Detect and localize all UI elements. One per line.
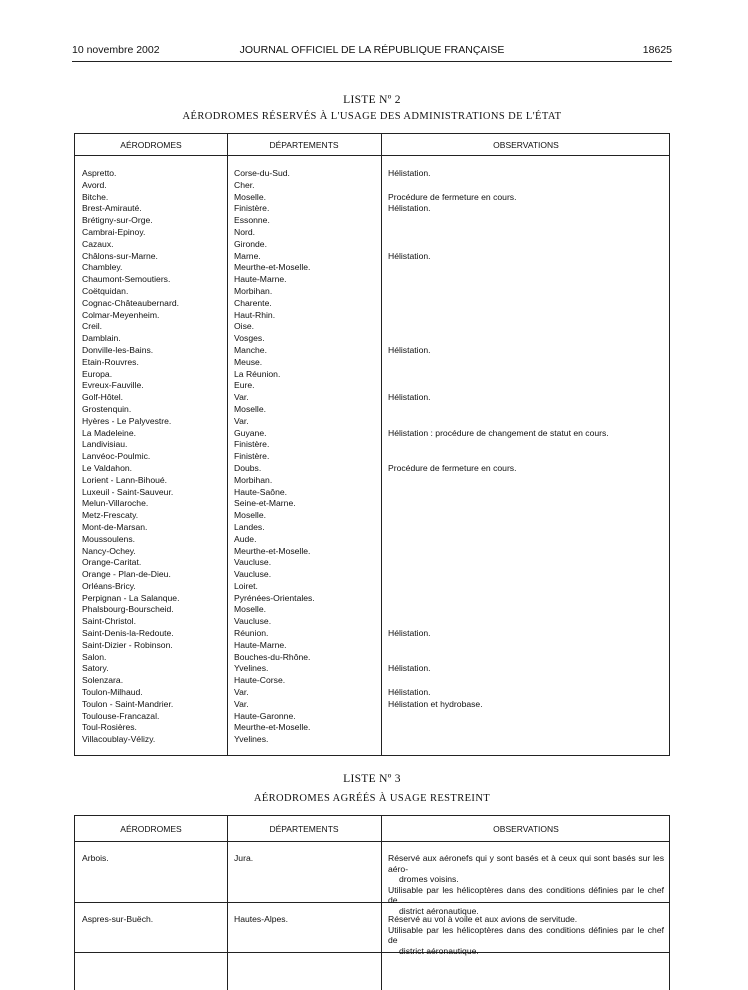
cell-aerodrome: Lorient - Lann-Bihoué. bbox=[82, 474, 168, 485]
table-row bbox=[75, 487, 669, 499]
cell-aerodrome: Toulon - Saint-Mandrier. bbox=[82, 698, 174, 709]
journal-title: JOURNAL OFFICIEL DE LA RÉPUBLIQUE FRANÇAISE bbox=[239, 44, 505, 56]
cell-aerodrome: Arbois. bbox=[82, 853, 109, 863]
column-divider bbox=[381, 816, 382, 990]
cell-aerodrome: Le Valdahon. bbox=[82, 462, 133, 473]
cell-observation: Hélistation. bbox=[388, 392, 431, 403]
table-row bbox=[75, 416, 669, 428]
cell-aerodrome: Golf-Hôtel. bbox=[82, 392, 124, 403]
observation-line: Utilisable par les hélicoptères dans des conditions définies par le chef de bbox=[388, 924, 664, 945]
cell-aerodrome: Bitche. bbox=[82, 191, 109, 202]
cell-aerodrome: Orléans-Bricy. bbox=[82, 580, 136, 591]
table-row bbox=[75, 534, 669, 546]
observation-line: Utilisable par les hélicoptères dans des conditions définies par le chef de bbox=[388, 884, 664, 905]
cell-departement: Moselle. bbox=[234, 403, 266, 414]
table-row bbox=[75, 687, 669, 699]
cell-aerodrome: Metz-Frescaty. bbox=[82, 510, 139, 521]
cell-departement: Haute-Marne. bbox=[234, 639, 287, 650]
table-row bbox=[75, 569, 669, 581]
table-row bbox=[75, 392, 669, 404]
cell-departement: Haute-Corse. bbox=[234, 675, 286, 686]
cell-aerodrome: Orange - Plan-de-Dieu. bbox=[82, 569, 171, 580]
col-header-observations: OBSERVATIONS bbox=[493, 140, 559, 150]
cell-departement: Var. bbox=[234, 698, 249, 709]
cell-departement: Landes. bbox=[234, 521, 265, 532]
cell-aerodrome: Luxeuil - Saint-Sauveur. bbox=[82, 486, 174, 497]
table-row bbox=[75, 510, 669, 522]
cell-aerodrome: Aspres-sur-Buëch. bbox=[82, 914, 154, 924]
liste-3-table bbox=[74, 815, 670, 990]
cell-observation: Hélistation. bbox=[388, 344, 431, 355]
table-row bbox=[75, 310, 669, 322]
cell-departement: Bouches-du-Rhône. bbox=[234, 651, 311, 662]
table-row bbox=[75, 616, 669, 628]
cell-aerodrome: Chambley. bbox=[82, 262, 123, 273]
cell-departement: Haut-Rhin. bbox=[234, 309, 276, 320]
cell-observation: Hélistation : procédure de changement de statut en cours. bbox=[388, 427, 609, 438]
cell-departement: Hautes-Alpes. bbox=[234, 914, 288, 924]
cell-aerodrome: Hyères - Le Palyvestre. bbox=[82, 415, 172, 426]
cell-aerodrome: Satory. bbox=[82, 663, 109, 674]
table-row bbox=[75, 451, 669, 463]
cell-departement: Vaucluse. bbox=[234, 557, 272, 568]
cell-departement: Loiret. bbox=[234, 580, 258, 591]
cell-aerodrome: Landivisiau. bbox=[82, 439, 128, 450]
table-row bbox=[75, 215, 669, 227]
cell-departement: Moselle. bbox=[234, 510, 266, 521]
cell-aerodrome: Solenzara. bbox=[82, 675, 124, 686]
cell-departement: Finistère. bbox=[234, 203, 270, 214]
table-row bbox=[75, 675, 669, 687]
cell-departement: Marne. bbox=[234, 250, 261, 261]
cell-departement: Var. bbox=[234, 392, 249, 403]
cell-departement: Vaucluse. bbox=[234, 569, 272, 580]
cell-aerodrome: Mont-de-Marsan. bbox=[82, 521, 148, 532]
cell-aerodrome: Cognac-Châteaubernard. bbox=[82, 297, 179, 308]
cell-aerodrome: Brétigny-sur-Orge. bbox=[82, 215, 153, 226]
table-row bbox=[75, 345, 669, 357]
table-row bbox=[75, 180, 669, 192]
cell-observation bbox=[388, 914, 664, 956]
cell-departement: Yvelines. bbox=[234, 734, 269, 745]
observation-line: district aéronautique. bbox=[399, 945, 479, 956]
cell-aerodrome: Saint-Dizier - Robinson. bbox=[82, 639, 173, 650]
cell-aerodrome: Saint-Denis-la-Redoute. bbox=[82, 628, 174, 639]
table-row bbox=[75, 652, 669, 664]
cell-aerodrome: Avord. bbox=[82, 179, 107, 190]
cell-aerodrome: Melun-Villaroche. bbox=[82, 498, 149, 509]
cell-aerodrome: Europa. bbox=[82, 368, 113, 379]
table-body bbox=[75, 168, 669, 746]
cell-departement: Morbihan. bbox=[234, 285, 273, 296]
cell-departement: Meurthe-et-Moselle. bbox=[234, 722, 311, 733]
cell-departement: Meurthe-et-Moselle. bbox=[234, 545, 311, 556]
cell-departement: Var. bbox=[234, 415, 249, 426]
cell-departement: Vosges. bbox=[234, 333, 265, 344]
cell-departement: Var. bbox=[234, 687, 249, 698]
cell-departement: Doubs. bbox=[234, 462, 262, 473]
cell-aerodrome: Saint-Christol. bbox=[82, 616, 136, 627]
cell-aerodrome: La Madeleine. bbox=[82, 427, 136, 438]
cell-departement: Corse-du-Sud. bbox=[234, 168, 290, 178]
header-rule bbox=[72, 61, 672, 62]
cell-aerodrome: Creil. bbox=[82, 321, 103, 332]
table-row bbox=[75, 227, 669, 239]
table-row bbox=[75, 239, 669, 251]
table-row bbox=[75, 192, 669, 204]
cell-departement: Meurthe-et-Moselle. bbox=[234, 262, 311, 273]
table-row bbox=[75, 463, 669, 475]
table-row bbox=[75, 428, 669, 440]
cell-aerodrome: Evreux-Fauville. bbox=[82, 380, 144, 391]
cell-observation: Hélistation. bbox=[388, 628, 431, 639]
liste-2-table bbox=[74, 133, 670, 756]
cell-aerodrome: Nancy-Ochey. bbox=[82, 545, 136, 556]
table-row bbox=[75, 298, 669, 310]
cell-aerodrome: Salon. bbox=[82, 651, 107, 662]
cell-aerodrome: Toul-Rosières. bbox=[82, 722, 137, 733]
cell-observation: Procédure de fermeture en cours. bbox=[388, 191, 517, 202]
table-row bbox=[75, 168, 669, 180]
cell-aerodrome: Aspretto. bbox=[82, 168, 117, 178]
cell-departement: Eure. bbox=[234, 380, 255, 391]
table-row bbox=[75, 357, 669, 369]
table-row bbox=[75, 262, 669, 274]
observation-line: Réservé au vol à voile et aux avions de servitude. bbox=[388, 914, 578, 924]
table-row bbox=[75, 203, 669, 215]
table-row bbox=[75, 734, 669, 746]
cell-departement: Aude. bbox=[234, 533, 257, 544]
cell-observation: Hélistation. bbox=[388, 168, 431, 178]
col-header-aerodromes: AÉRODROMES bbox=[120, 140, 182, 150]
cell-departement: Yvelines. bbox=[234, 663, 269, 674]
cell-aerodrome: Damblain. bbox=[82, 333, 121, 344]
cell-departement: Finistère. bbox=[234, 451, 270, 462]
cell-departement: Moselle. bbox=[234, 604, 266, 615]
observation-line: district aéronautique. bbox=[399, 905, 479, 916]
table-row bbox=[75, 593, 669, 605]
table-row bbox=[75, 699, 669, 711]
cell-observation: Hélistation. bbox=[388, 250, 431, 261]
liste-3-title: LISTE Nº 3 bbox=[343, 773, 401, 785]
cell-departement: Seine-et-Marne. bbox=[234, 498, 296, 509]
cell-departement: Moselle. bbox=[234, 191, 266, 202]
table-row bbox=[75, 439, 669, 451]
table-row bbox=[75, 404, 669, 416]
cell-aerodrome: Chaumont-Semoutiers. bbox=[82, 274, 171, 285]
table-row bbox=[75, 380, 669, 392]
cell-departement: Meuse. bbox=[234, 356, 263, 367]
cell-departement: Manche. bbox=[234, 344, 267, 355]
table-row bbox=[75, 251, 669, 263]
table-row bbox=[75, 711, 669, 723]
cell-aerodrome: Châlons-sur-Marne. bbox=[82, 250, 158, 261]
cell-aerodrome: Toulouse-Francazal. bbox=[82, 710, 160, 721]
table-row bbox=[75, 522, 669, 534]
table-row bbox=[75, 581, 669, 593]
cell-departement: Haute-Garonne. bbox=[234, 710, 296, 721]
observation-line: dromes voisins. bbox=[399, 874, 459, 884]
cell-departement: Oise. bbox=[234, 321, 255, 332]
cell-observation: Hélistation. bbox=[388, 203, 431, 214]
table-row bbox=[75, 498, 669, 510]
cell-departement: Vaucluse. bbox=[234, 616, 272, 627]
cell-aerodrome: Lanvéoc-Poulmic. bbox=[82, 451, 151, 462]
cell-aerodrome: Cambrai-Epinoy. bbox=[82, 226, 146, 237]
table-row bbox=[75, 628, 669, 640]
table-row bbox=[75, 663, 669, 675]
cell-departement: Haute-Saône. bbox=[234, 486, 288, 497]
cell-departement: Gironde. bbox=[234, 238, 267, 249]
observation-line: Réservé aux aéronefs qui y sont basés et à ceux qui sont basés sur les aéro- bbox=[388, 853, 664, 874]
cell-aerodrome: Brest-Amirauté. bbox=[82, 203, 142, 214]
cell-departement: Cher. bbox=[234, 179, 255, 190]
table-row bbox=[75, 475, 669, 487]
cell-observation: Hélistation. bbox=[388, 687, 431, 698]
cell-aerodrome: Phalsbourg-Bourscheid. bbox=[82, 604, 174, 615]
table-row bbox=[75, 722, 669, 734]
publication-date: 10 novembre 2002 bbox=[72, 44, 160, 56]
col-header-observations: OBSERVATIONS bbox=[493, 824, 559, 834]
cell-departement: Nord. bbox=[234, 226, 256, 237]
col-header-aerodromes: AÉRODROMES bbox=[120, 824, 182, 834]
table-header-row bbox=[75, 134, 669, 156]
cell-aerodrome: Villacoublay-Vélizy. bbox=[82, 734, 156, 745]
column-divider bbox=[227, 816, 228, 990]
cell-departement: Essonne. bbox=[234, 215, 270, 226]
cell-aerodrome: Colmar-Meyenheim. bbox=[82, 309, 160, 320]
cell-aerodrome: Etain-Rouvres. bbox=[82, 356, 139, 367]
cell-departement: Réunion. bbox=[234, 628, 269, 639]
cell-observation: Hélistation. bbox=[388, 663, 431, 674]
cell-aerodrome: Donville-les-Bains. bbox=[82, 344, 154, 355]
table-header-row bbox=[75, 816, 669, 842]
cell-departement: La Réunion. bbox=[234, 368, 281, 379]
cell-departement: Pyrénées-Orientales. bbox=[234, 592, 315, 603]
cell-aerodrome: Grostenquin. bbox=[82, 403, 132, 414]
cell-departement: Charente. bbox=[234, 297, 272, 308]
cell-aerodrome: Cazaux. bbox=[82, 238, 114, 249]
liste-3-subtitle: AÉRODROMES AGRÉÉS À USAGE RESTREINT bbox=[253, 793, 491, 804]
table-row bbox=[75, 369, 669, 381]
cell-aerodrome: Moussoulens. bbox=[82, 533, 136, 544]
cell-aerodrome: Toulon-Milhaud. bbox=[82, 687, 143, 698]
cell-aerodrome: Orange-Caritat. bbox=[82, 557, 142, 568]
table-row bbox=[75, 546, 669, 558]
cell-departement: Haute-Marne. bbox=[234, 274, 287, 285]
page-header bbox=[72, 44, 672, 62]
table-row bbox=[75, 333, 669, 345]
page-number: 18625 bbox=[642, 44, 672, 56]
cell-aerodrome: Perpignan - La Salanque. bbox=[82, 592, 180, 603]
col-header-departements: DÉPARTEMENTS bbox=[269, 824, 339, 834]
table-row bbox=[75, 321, 669, 333]
cell-departement: Jura. bbox=[234, 853, 254, 863]
cell-observation: Procédure de fermeture en cours. bbox=[388, 462, 517, 473]
table-row bbox=[75, 640, 669, 652]
table-row bbox=[75, 604, 669, 616]
liste-2-subtitle: AÉRODROMES RÉSERVÉS À L'USAGE DES ADMINISTRATIONS DE L'ÉTAT bbox=[182, 111, 562, 122]
cell-departement: Guyane. bbox=[234, 427, 267, 438]
cell-observation bbox=[388, 853, 664, 916]
col-header-departements: DÉPARTEMENTS bbox=[269, 140, 339, 150]
cell-observation: Hélistation et hydrobase. bbox=[388, 698, 483, 709]
liste-2-title: LISTE Nº 2 bbox=[343, 94, 401, 106]
cell-departement: Morbihan. bbox=[234, 474, 273, 485]
table-row bbox=[75, 286, 669, 298]
cell-aerodrome: Coëtquidan. bbox=[82, 285, 129, 296]
table-row bbox=[75, 274, 669, 286]
table-row bbox=[75, 557, 669, 569]
cell-departement: Finistère. bbox=[234, 439, 270, 450]
